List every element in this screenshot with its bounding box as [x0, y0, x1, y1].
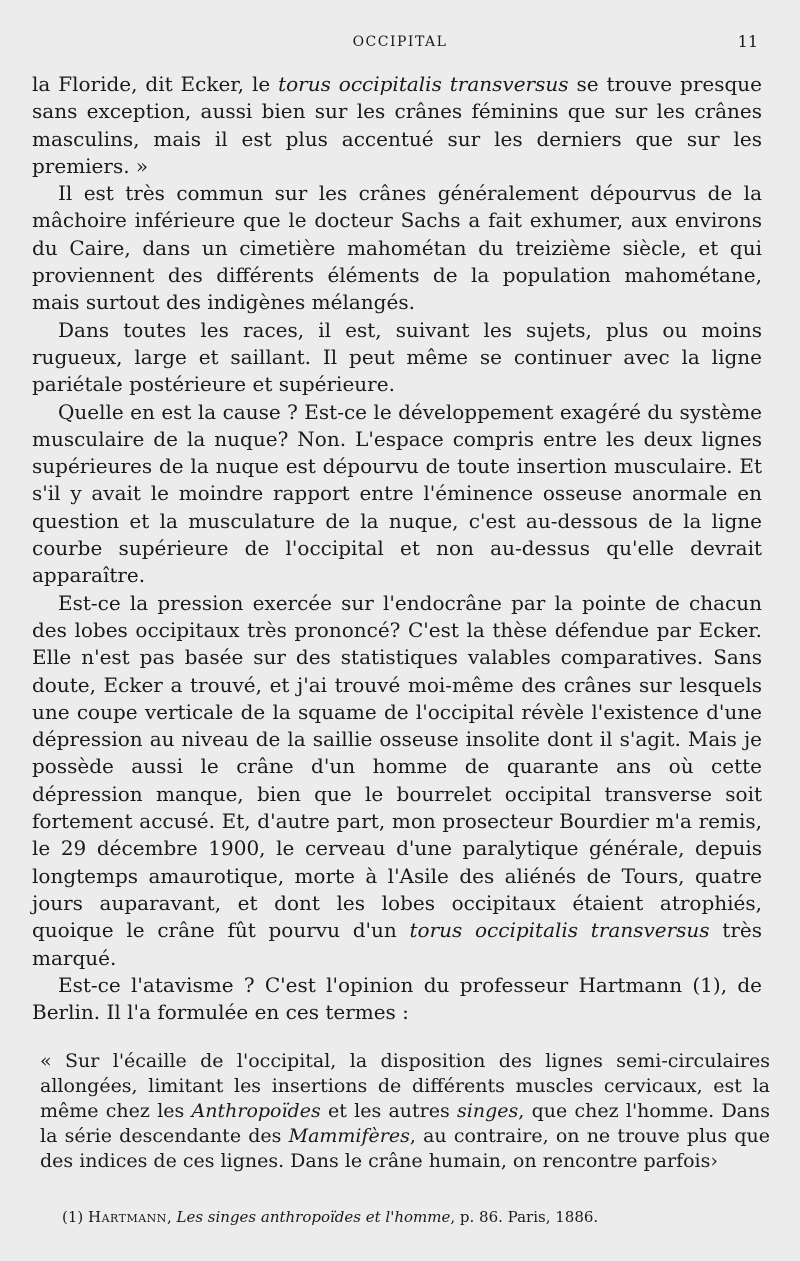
body-text — [32, 71, 762, 1026]
paragraph-1: la Floride, dit Ecker, le torus occipitalis transversus se trouve presque sans exception, aussi bien sur les crânes féminins que sur les crânes masculins, mais il est plus accentué sur les derniers que sur les premiers. » — [32, 72, 762, 178]
latin-term: torus occipitalis transversus — [409, 918, 710, 943]
footnote: (1) Hartmann, Les singes anthropoïdes et l'homme, p. 86. Paris, 1886. — [62, 1208, 599, 1226]
footnote-rest: , p. 86. Paris, 1886. — [450, 1208, 599, 1226]
running-head — [0, 30, 800, 54]
quote-paragraph: « Sur l'écaille de l'occipital, la disposition des lignes semi-circulaires allongées, limitant les insertions de différents muscles cervicaux, est la même chez les Anthropoïdes et les autres singes, que chez l'homme. Dans la série descendante des Mammifères, au contraire, on ne trouve plus que des indices de ces lignes. Dans le crâne humain, on rencontre parfois› — [40, 1050, 770, 1172]
block-quote — [40, 1049, 770, 1174]
paragraph-6: Est-ce l'atavisme ? C'est l'opinion du professeur Hartmann (1), de Berlin. Il l'a formulée en ces termes : — [32, 972, 762, 1025]
paragraph-2: Il est très commun sur les crânes généralement dépourvus de la mâchoire inférieure que le docteur Sachs a fait exhumer, aux environs du Caire, dans un cimetière mahométan du treizième siècle, et qui proviennent des différents éléments de la population mahométane, mais surtout des indigènes mélangés. — [32, 181, 762, 315]
page-number: 11 — [737, 32, 758, 51]
footnote-author: Hartmann — [88, 1208, 167, 1226]
quote-emphasis: Mammifères — [288, 1125, 410, 1147]
footnote-title: Les singes anthropoïdes et l'homme — [176, 1208, 451, 1226]
running-title: OCCIPITAL — [352, 34, 448, 50]
latin-term: torus occipitalis transversus — [278, 72, 569, 96]
quote-emphasis: singes — [457, 1100, 519, 1122]
paragraph-4: Quelle en est la cause ? Est-ce le développement exagéré du système musculaire de la nuque? Non. L'espace compris entre les deux lignes supérieures de la nuque est dépourvu de toute insertion musculaire. Et s'il y avait le moindre rapport entre l'éminence osseuse anormale en question et la musculature de la nuque, c'est au-dessous de la ligne courbe supérieure de l'occipital et non au-dessus qu'elle devrait apparaître. — [32, 399, 762, 588]
quote-emphasis: Anthropoïdes — [191, 1100, 321, 1122]
footnote-mark: (1) — [62, 1208, 89, 1226]
paragraph-3: Dans toutes les races, il est, suivant les sujets, plus ou moins rugueux, large et saillant. Il peut même se continuer avec la ligne pariétale postérieure et supérieure. — [32, 317, 762, 397]
paragraph-5: Est-ce la pression exercée sur l'endocrâne par la pointe de chacun des lobes occipitaux très prononcé? C'est la thèse défendue par Ecker. Elle n'est pas basée sur des statistiques valables comparatives. Sans doute, Ecker a trouvé, et j'ai trouvé moi-même des crânes sur lesquels une coupe verticale de la squame de l'occipital révèle l'existence d'une dépression au niveau de la saillie osseuse insolite dont il s'agit. Mais je possède aussi le crâne d'un homme de quarante ans où cette dépression manque, bien que le bourrelet occipital transverse soit fortement accusé. Et, d'autre part, mon prosecteur Bourdier m'a remis, le 29 décembre 1900, le cerveau d'une paralytique générale, depuis longtemps amaurotique, morte à l'Asile des aliénés de Tours, quatre jours auparavant, et dont les lobes occipitaux étaient atrophiés, quoique le crâne fût pourvu d'un torus occipitalis transversus très marqué. — [32, 590, 763, 970]
